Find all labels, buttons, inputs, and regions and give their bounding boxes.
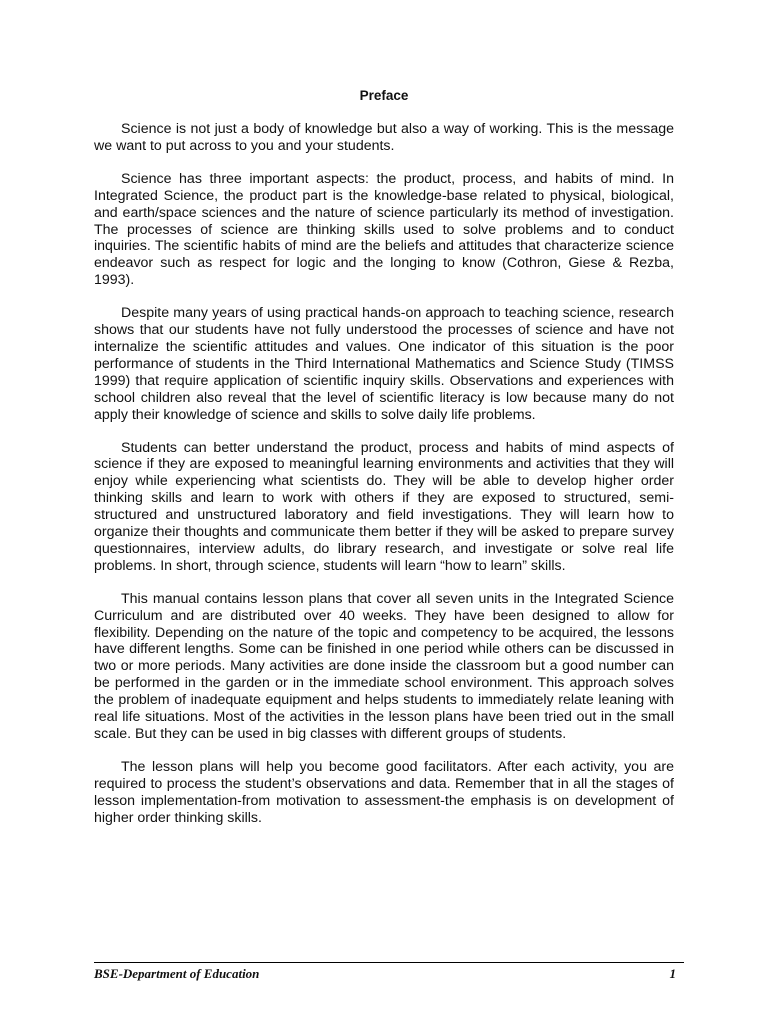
preface-body bbox=[94, 121, 674, 843]
paragraph-4: Students can better understand the product, process and habits of mind aspects of science if they are exposed to meaningful learning environments and activities that they will enjoy while experiencing what scientists do. They will be able to develop higher order thinking skills and learn to work with others if they are exposed to structured, semi-structured and unstructured laboratory and field investigations. They will learn how to organize their thoughts and communicate them better if they will be asked to prepare survey questionnaires, interview adults, do library research, and investigate or solve real life problems. In short, through science, students will learn “how to learn” skills. bbox=[94, 439, 674, 574]
paragraph-1: Science is not just a body of knowledge but also a way of working. This is the message we want to put across to you and your students. bbox=[94, 121, 674, 154]
paragraph-2: Science has three important aspects: the product, process, and habits of mind. In Integrated Science, the product part is the knowledge-base related to physical, biological, and earth/space sciences and the nature of science particularly its method of investigation. The processes of science are thinking skills used to solve problems and to conduct inquiries. The scientific habits of mind are the beliefs and attitudes that characterize science endeavor such as respect for logic and the longing to know (Cothron, Giese & Rezba, 1993). bbox=[94, 170, 674, 289]
paragraph-6: The lesson plans will help you become good facilitators. After each activity, you are required to process the student’s observations and data. Remember that in all the stages of lesson implementation-from motivation to assessment-the emphasis is on development of higher order thinking skills. bbox=[94, 758, 674, 826]
page-footer bbox=[94, 962, 684, 983]
paragraph-5: This manual contains lesson plans that cover all seven units in the Integrated Science Curriculum and are distributed over 40 weeks. They have been designed to allow for flexibility. Depending on the nature of the topic and competency to be acquired, the lessons have different lengths. Some can be finished in one period while others can be discussed in two or more periods. Many activities are done inside the classroom but a good number can be performed in the garden or in the immediate school environment. This approach solves the problem of inadequate equipment and helps students to immediately relate leaning with real life situations. Most of the activities in the lesson plans have been tried out in the small scale. But they can be used in big classes with different groups of students. bbox=[94, 590, 674, 742]
footer-department: BSE-Department of Education bbox=[94, 966, 260, 981]
paragraph-3: Despite many years of using practical hands-on approach to teaching science, research shows that our students have not fully understood the processes of science and have not internalize the scientific attitudes and values. One indicator of this situation is the poor performance of students in the Third International Mathematics and Science Study (TIMSS 1999) that require application of scientific inquiry skills. Observations and experiences with school children also reveal that the level of scientific literacy is low because many do not apply their knowledge of science and skills to solve daily life problems. bbox=[94, 305, 674, 423]
page-number: 1 bbox=[669, 966, 676, 981]
page-title: Preface bbox=[359, 88, 409, 103]
